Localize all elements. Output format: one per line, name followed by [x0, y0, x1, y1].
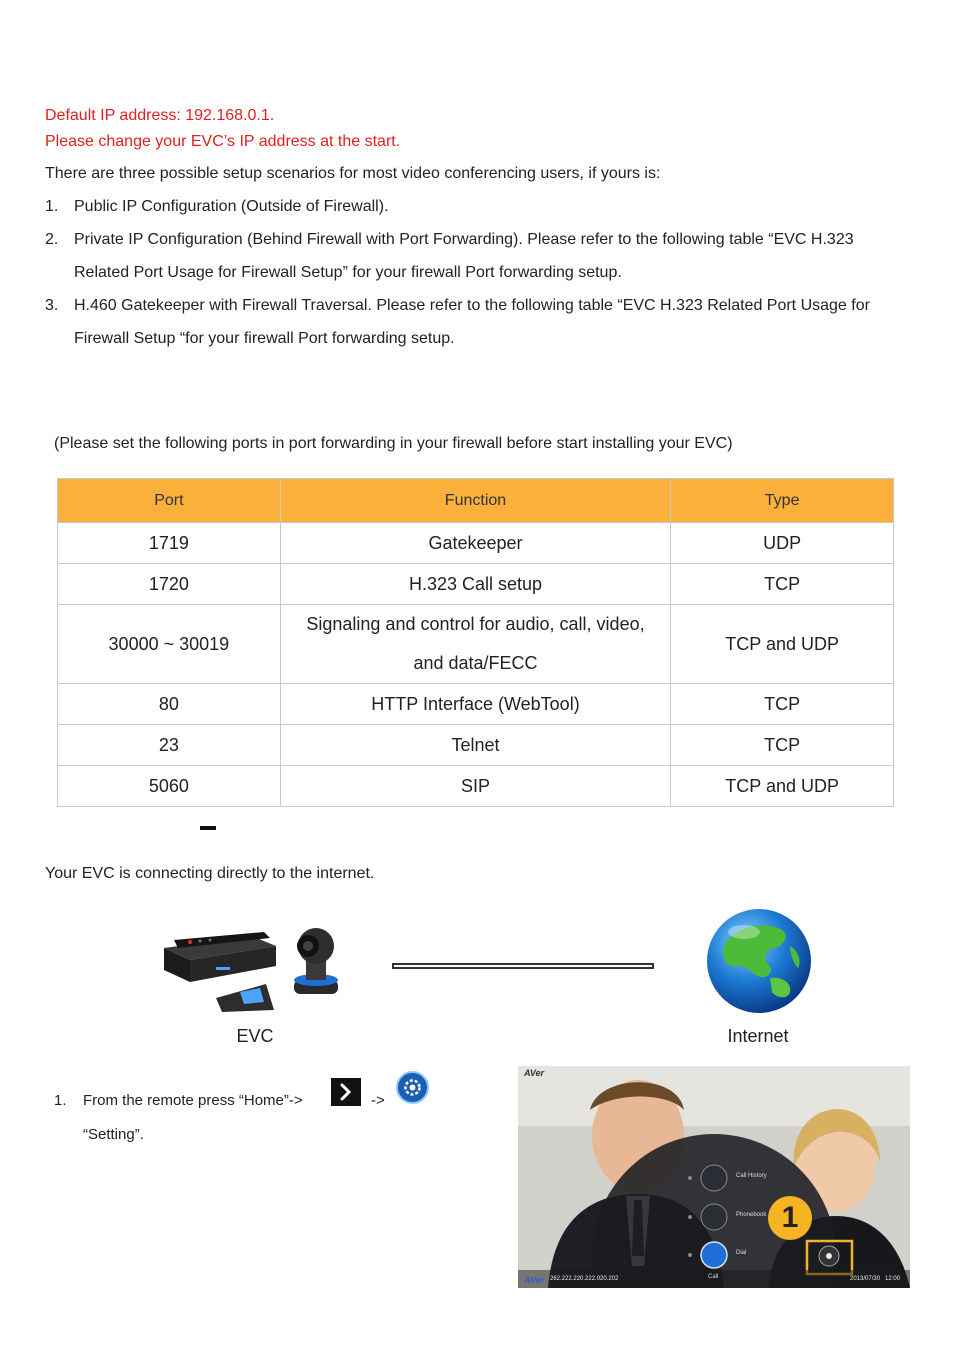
scenario-3-text: H.460 Gatekeeper with Firewall Traversal. Please refer to the following table “EVC H.323 Related Port Usage for Firewall Setup “for your firewall Port forwarding setup. [74, 297, 870, 347]
callout-number: 1 [781, 1201, 799, 1234]
table-row [58, 766, 894, 807]
table-note: (Please set the following ports in port forwarding in your firewall before start installing your EVC) [54, 435, 733, 452]
table-row [58, 684, 894, 725]
table-row [58, 725, 894, 766]
cell-type: UDP [671, 523, 894, 564]
menu-phonebook[interactable]: Phonebook [736, 1212, 767, 1218]
cell-type: TCP [671, 725, 894, 766]
default-ip-note: Default IP address: 192.168.0.1. [45, 107, 275, 124]
scenario-2-text: Private IP Configuration (Behind Firewall with Port Forwarding). Please refer to the following table “EVC H.323 Related Port Usage for Firewall Setup” for your firewall Port forwarding setup. [74, 231, 854, 281]
change-ip-note: Please change your EVC’s IP address at the start. [45, 133, 401, 150]
step-1-text: From the remote press “Home”-> [83, 1092, 303, 1109]
cell-port: 80 [58, 684, 281, 725]
step-1-setting: “Setting”. [83, 1126, 144, 1143]
cell-function: SIP [280, 766, 671, 807]
cell-function: HTTP Interface (WebTool) [280, 684, 671, 725]
cell-function: Signaling and control for audio, call, video, and data/FECC [280, 605, 671, 684]
scenario-1-number: 1. [45, 198, 59, 215]
header-type: Type [671, 479, 894, 523]
cell-port: 1720 [58, 564, 281, 605]
cell-port: 5060 [58, 766, 281, 807]
header-port: Port [58, 479, 281, 523]
section-dash [200, 826, 216, 830]
cell-port: 1719 [58, 523, 281, 564]
cell-function: Telnet [280, 725, 671, 766]
scenario-2-number: 2. [45, 231, 59, 248]
brand-logo-bottom: AVer [524, 1275, 545, 1285]
direct-connection-text: Your EVC is connecting directly to the internet. [45, 865, 375, 882]
evc-home-screenshot [518, 1066, 910, 1288]
evc-device-image [160, 920, 350, 1020]
gear-icon [396, 1071, 429, 1104]
evc-label: EVC [236, 1026, 274, 1046]
cell-port: 30000 ~ 30019 [58, 605, 281, 684]
table-row [58, 564, 894, 605]
ip-address-readout: 262.222.220.222.020.202 [550, 1276, 619, 1282]
header-function: Function [280, 479, 671, 523]
internet-label: Internet [727, 1026, 789, 1046]
menu-dial[interactable]: Dial [736, 1250, 747, 1256]
cell-function: H.323 Call setup [280, 564, 671, 605]
cell-function: Gatekeeper [280, 523, 671, 564]
datetime-readout: 2013/07/30 12:00 [850, 1276, 901, 1282]
menu-call-history[interactable]: Call History [736, 1173, 767, 1179]
chevron-right-icon [331, 1078, 361, 1106]
cell-port: 23 [58, 725, 281, 766]
step-1-number: 1. [54, 1092, 67, 1109]
intro-text: There are three possible setup scenarios for most video conferencing users, if yours is: [45, 165, 661, 182]
cell-type: TCP [671, 564, 894, 605]
brand-logo: AVer [524, 1068, 545, 1078]
call-label: Call [708, 1274, 719, 1280]
table-row [58, 523, 894, 564]
cell-type: TCP and UDP [671, 766, 894, 807]
table-header-row [58, 479, 894, 523]
cell-type: TCP [671, 684, 894, 725]
step-1-arrow: -> [371, 1092, 385, 1109]
globe-icon [704, 906, 814, 1016]
scenario-3-number: 3. [45, 297, 59, 314]
scenario-1-text: Public IP Configuration (Outside of Firewall). [74, 198, 389, 215]
port-usage-table [57, 478, 894, 807]
connection-line [392, 963, 654, 969]
cell-type: TCP and UDP [671, 605, 894, 684]
table-row [58, 605, 894, 684]
